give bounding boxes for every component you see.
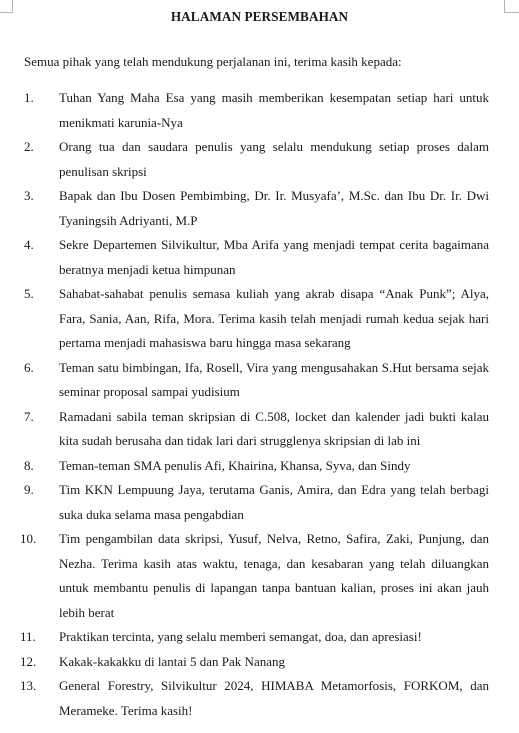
list-item — [24, 135, 489, 184]
list-item-number: 6. — [24, 359, 34, 375]
list-item-number: 9. — [24, 482, 34, 497]
list-item-text: Praktikan tercinta, yang selalu memberi semangat, doa, dan apresiasi! — [59, 629, 422, 644]
list-item-number: 12. — [20, 653, 37, 669]
list-item-text: Ramadani sabila teman skripsian di C.508, locket dan kalender jadi bukti kalau kita sudah berusaha dan tidak lari dari strugglenya skripsian di lab ini — [59, 408, 489, 448]
list-item-text: Sahabat-sahabat penulis semasa kuliah yang akrab disapa “Anak Punk”; Alya, Fara, Sania, Aan, Rifa, Mora. Terima kasih telah menjadi rumah kedua sejak hari pertama menjadi mahasiswa baru hingga masa sekarang — [59, 286, 489, 350]
list-item — [20, 650, 489, 675]
list-item-number: 2. — [24, 139, 34, 154]
list-item-number: 7. — [24, 408, 34, 424]
list-item-text: General Forestry, Silvikultur 2024, HIMABA Metamorfosis, FORKOM, dan Merameke. Terima kasih! — [59, 678, 489, 718]
list-item-number: 8. — [24, 457, 34, 473]
list-item-text: Bapak dan Ibu Dosen Pembimbing, Dr. Ir. Musyafa’, M.Sc. dan Ibu Dr. Ir. Dwi Tyaningsih Adriyanti, M.P — [59, 188, 489, 228]
intro-paragraph: Semua pihak yang telah mendukung perjalanan ini, terima kasih kepada: — [24, 54, 402, 69]
dedication-list — [20, 86, 489, 723]
list-item — [24, 478, 489, 527]
list-item-number: 1. — [24, 90, 34, 105]
list-item-number: 3. — [24, 188, 34, 203]
list-item-number: 5. — [24, 286, 34, 301]
list-item-number: 4. — [24, 237, 34, 252]
list-item — [24, 233, 489, 282]
list-item — [20, 674, 489, 723]
list-item — [24, 405, 489, 454]
page-title: HALAMAN PERSEMBAHAN — [170, 9, 349, 24]
list-item — [24, 184, 489, 233]
list-item-text: Teman satu bimbingan, Ifa, Rosell, Vira yang mengusahakan S.Hut bersama sejak seminar proposal sampai yudisium — [59, 359, 489, 399]
list-item-text: Orang tua dan saudara penulis yang selalu mendukung setiap proses dalam penulisan skripsi — [59, 139, 489, 179]
list-item — [20, 625, 489, 650]
list-item — [20, 527, 489, 625]
list-item-text: Tim KKN Lempuung Jaya, terutama Ganis, Amira, dan Edra yang telah berbagi suka duka selama masa pengabdian — [59, 482, 489, 522]
list-item-text: Teman-teman SMA penulis Afi, Khairina, Khansa, Syva, dan Sindy — [59, 457, 411, 473]
list-item-text: Tim pengambilan data skripsi, Yusuf, Nelva, Retno, Safira, Zaki, Punjung, dan Nezha. Terima kasih atas waktu, tenaga, dan kesabaran yang telah diluangkan untuk membantu penulis di lapangan tanpa bantuan kalian, proses ini akan jauh lebih berat — [59, 531, 489, 620]
list-item-number: 11. — [20, 629, 36, 644]
list-item-number: 10. — [20, 531, 37, 546]
list-item — [24, 86, 489, 135]
list-item-number: 13. — [20, 678, 37, 693]
list-item-text: Sekre Departemen Silvikultur, Mba Arifa yang menjadi tempat cerita bagaimana beratnya menjadi ketua himpunan — [59, 237, 489, 277]
list-item — [24, 356, 489, 405]
list-item-text: Kakak-kakakku di lantai 5 dan Pak Nanang — [59, 653, 285, 669]
list-item — [24, 282, 489, 356]
list-item-text: Tuhan Yang Maha Esa yang masih memberikan kesempatan setiap hari untuk menikmati karunia-Nya — [59, 90, 489, 130]
list-item — [24, 454, 489, 479]
